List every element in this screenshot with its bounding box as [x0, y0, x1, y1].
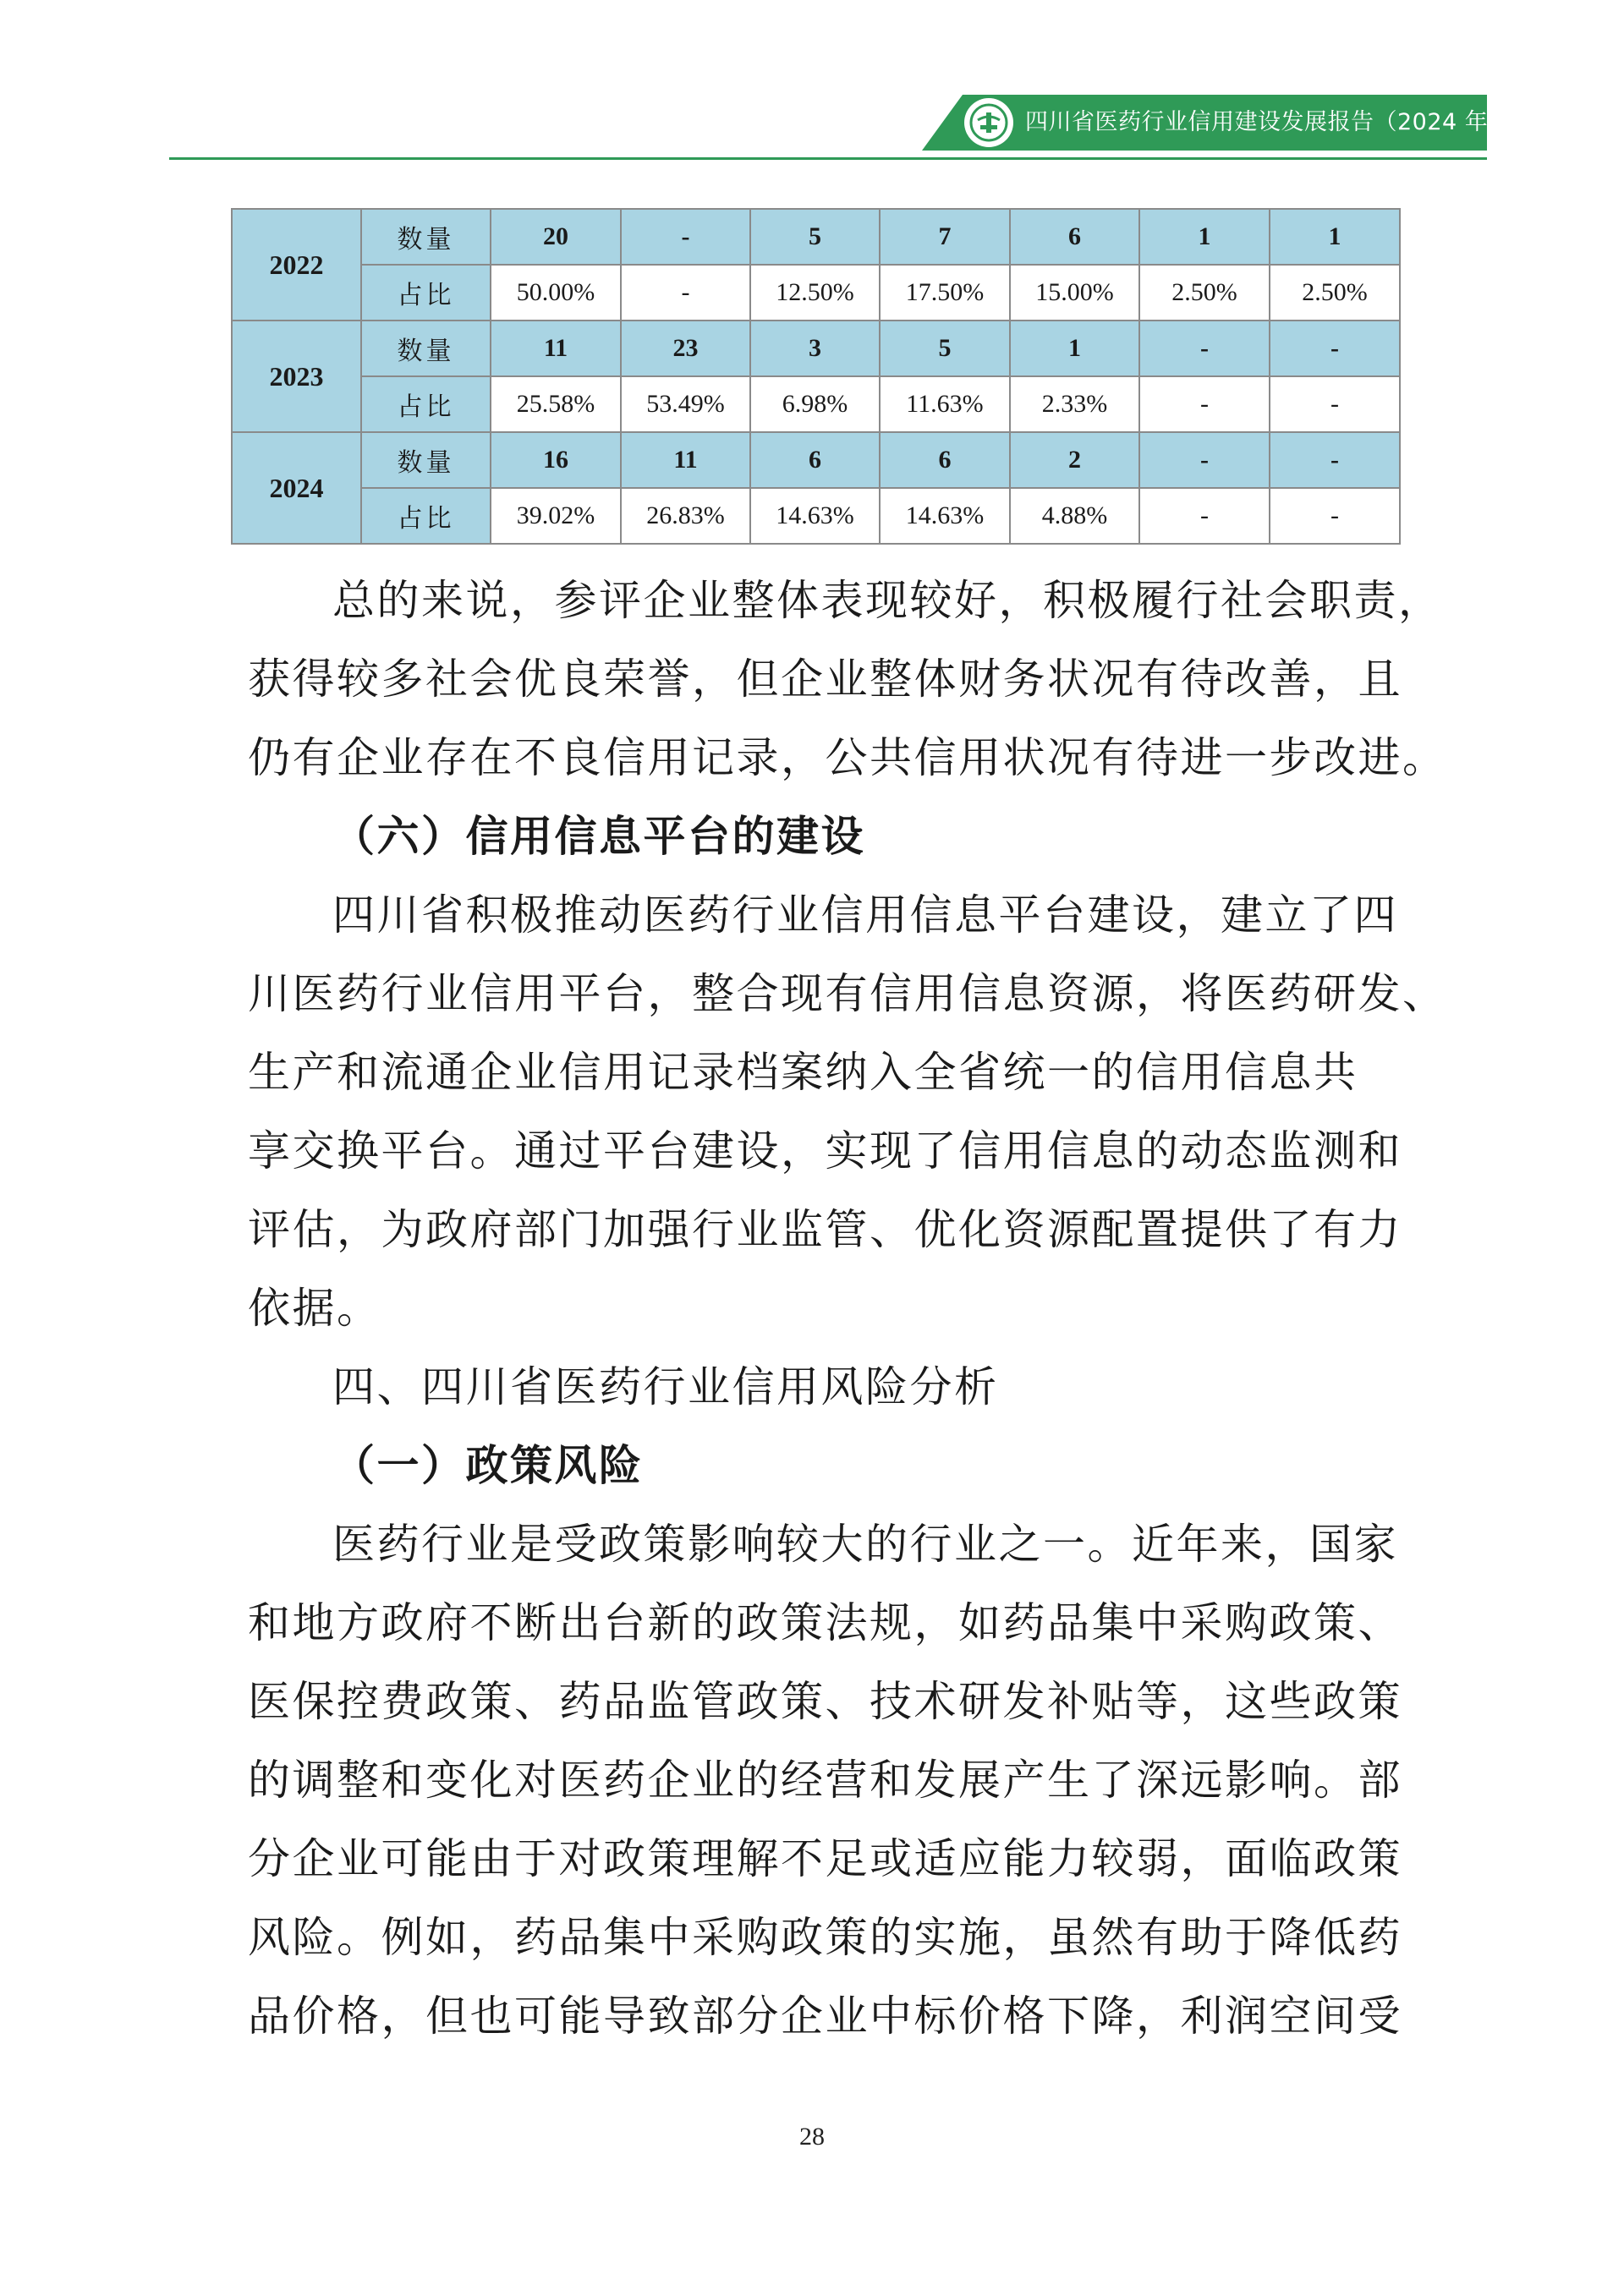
ratio-cell: 14.63% — [880, 488, 1010, 544]
chapter4-heading: 四、四川省医药行业信用风险分析 — [332, 1362, 999, 1411]
count-cell: - — [1139, 432, 1270, 488]
count-cell: - — [1270, 432, 1400, 488]
ratio-cell: - — [1270, 488, 1400, 544]
table-row — [232, 432, 1400, 488]
ratio-cell: - — [1139, 488, 1270, 544]
credit-stats-table — [231, 208, 1401, 545]
table-row — [232, 321, 1400, 376]
section6-paragraph-line: 依据。 — [248, 1284, 381, 1333]
count-cell: 6 — [750, 432, 880, 488]
ratio-cell: 17.50% — [880, 265, 1010, 321]
count-cell: 23 — [621, 321, 750, 376]
subsection1-paragraph-line: 医保控费政策、药品监管政策、技术研发补贴等，这些政策 — [248, 1677, 1402, 1726]
ratio-cell: 25.58% — [491, 376, 621, 432]
count-cell: 1 — [1139, 209, 1270, 265]
section6-paragraph-line: 四川省积极推动医药行业信用信息平台建设，建立了四 — [332, 890, 1398, 940]
section6-paragraph-line: 川医药行业信用平台，整合现有信用信息资源，将医药研发、 — [248, 969, 1447, 1018]
table-row — [232, 265, 1400, 321]
ratio-cell: 26.83% — [621, 488, 750, 544]
ratio-cell: 2.50% — [1139, 265, 1270, 321]
ratio-cell: 6.98% — [750, 376, 880, 432]
table-row — [232, 488, 1400, 544]
count-cell: 2 — [1010, 432, 1139, 488]
ratio-cell: 53.49% — [621, 376, 750, 432]
count-cell: 3 — [750, 321, 880, 376]
year-cell: 2022 — [232, 209, 361, 321]
summary-paragraph-line: 总的来说，参评企业整体表现较好，积极履行社会职责， — [332, 576, 1443, 625]
page-number: 28 — [799, 2123, 825, 2151]
count-cell: 6 — [1010, 209, 1139, 265]
count-cell: 1 — [1010, 321, 1139, 376]
ratio-cell: 50.00% — [491, 265, 621, 321]
ratio-cell: 2.33% — [1010, 376, 1139, 432]
ratio-cell: 14.63% — [750, 488, 880, 544]
ratio-cell: 11.63% — [880, 376, 1010, 432]
subsection1-paragraph-line: 风险。例如，药品集中采购政策的实施，虽然有助于降低药 — [248, 1913, 1402, 1962]
row-label-count: 数量 — [361, 321, 491, 376]
count-cell: 1 — [1270, 209, 1400, 265]
table-row — [232, 209, 1400, 265]
subsection1-paragraph-line: 医药行业是受政策影响较大的行业之一。近年来，国家 — [332, 1520, 1398, 1569]
ratio-cell: 4.88% — [1010, 488, 1139, 544]
ratio-cell: 2.50% — [1270, 265, 1400, 321]
count-cell: 5 — [750, 209, 880, 265]
count-cell: 5 — [880, 321, 1010, 376]
section6-paragraph-line: 享交换平台。通过平台建设，实现了信用信息的动态监测和 — [248, 1126, 1402, 1175]
section6-heading: （六）信用信息平台的建设 — [332, 812, 865, 861]
count-cell: 20 — [491, 209, 621, 265]
count-cell: 11 — [491, 321, 621, 376]
ratio-cell: 12.50% — [750, 265, 880, 321]
ratio-cell: 15.00% — [1010, 265, 1139, 321]
section6-paragraph-line: 生产和流通企业信用记录档案纳入全省统一的信用信息共 — [248, 1048, 1358, 1097]
section6-paragraph-line: 评估，为政府部门加强行业监管、优化资源配置提供了有力 — [248, 1205, 1402, 1254]
summary-paragraph-line: 获得较多社会优良荣誉，但企业整体财务状况有待改善，且 — [248, 655, 1402, 704]
count-cell: - — [1139, 321, 1270, 376]
count-cell: 16 — [491, 432, 621, 488]
summary-paragraph-line: 仍有企业存在不良信用记录，公共信用状况有待进一步改进。 — [248, 733, 1447, 782]
count-cell: 11 — [621, 432, 750, 488]
count-cell: 7 — [880, 209, 1010, 265]
ratio-cell: - — [1270, 376, 1400, 432]
subsection1-paragraph-line: 分企业可能由于对政策理解不足或适应能力较弱，面临政策 — [248, 1834, 1402, 1883]
ratio-cell: - — [621, 265, 750, 321]
count-cell: - — [621, 209, 750, 265]
header-rule — [169, 157, 1487, 160]
ratio-cell: 39.02% — [491, 488, 621, 544]
subsection1-paragraph-line: 的调整和变化对医药企业的经营和发展产生了深远影响。部 — [248, 1756, 1402, 1805]
row-label-ratio: 占比 — [361, 265, 491, 321]
row-label-count: 数量 — [361, 209, 491, 265]
row-label-count: 数量 — [361, 432, 491, 488]
row-label-ratio: 占比 — [361, 376, 491, 432]
report-header-title: 四川省医药行业信用建设发展报告（2024 年度） — [1025, 109, 1535, 135]
count-cell: - — [1270, 321, 1400, 376]
table-row — [232, 376, 1400, 432]
year-cell: 2024 — [232, 432, 361, 544]
subsection1-paragraph-line: 品价格，但也可能导致部分企业中标价格下降，利润空间受 — [248, 1992, 1402, 2041]
row-label-ratio: 占比 — [361, 488, 491, 544]
subsection1-heading: （一）政策风险 — [332, 1441, 644, 1490]
ratio-cell: - — [1139, 376, 1270, 432]
subsection1-paragraph-line: 和地方政府不断出台新的政策法规，如药品集中采购政策、 — [248, 1598, 1402, 1647]
medical-cross-logo-icon — [964, 98, 1013, 147]
count-cell: 6 — [880, 432, 1010, 488]
year-cell: 2023 — [232, 321, 361, 432]
